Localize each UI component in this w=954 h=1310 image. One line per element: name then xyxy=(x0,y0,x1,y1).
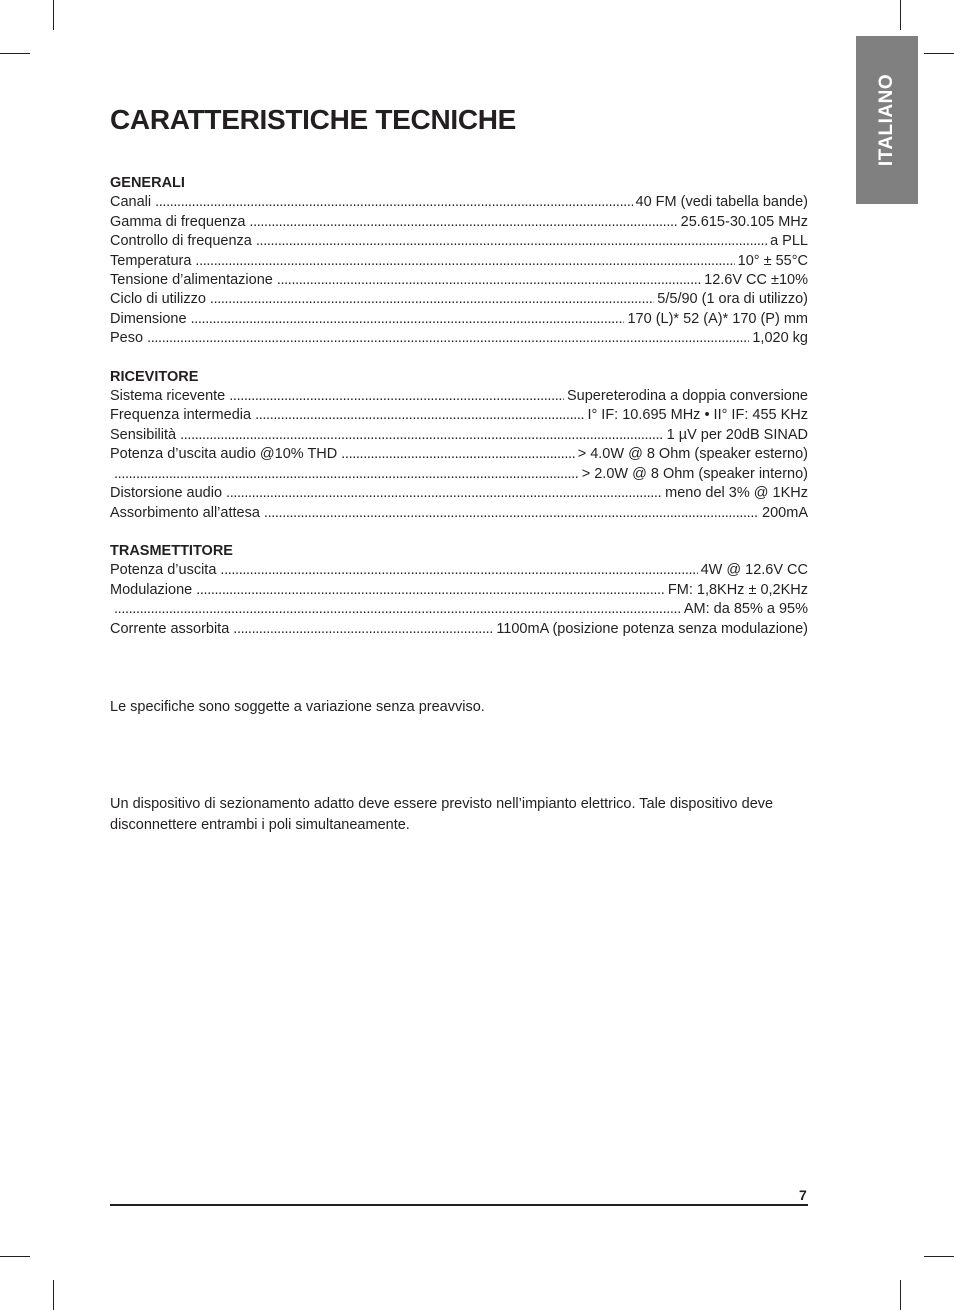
spec-value: > 2.0W @ 8 Ohm (speaker interno) xyxy=(581,465,808,482)
spec-value: 1,020 kg xyxy=(752,330,808,347)
section-trasmettitore xyxy=(110,542,808,639)
spec-label: Sensibilità xyxy=(110,426,177,443)
section-ricevitore xyxy=(110,368,808,523)
dot-leader xyxy=(147,329,749,348)
page-number: 7 xyxy=(799,1187,807,1203)
dot-leader xyxy=(249,213,677,232)
spec-row xyxy=(110,504,808,523)
section-title: GENERALI xyxy=(110,175,185,191)
spec-value: 25.615-30.105 MHz xyxy=(680,213,808,230)
spec-label: Tensione d’alimentazione xyxy=(110,272,273,289)
dot-leader xyxy=(180,426,664,445)
spec-label: Ciclo di utilizzo xyxy=(110,291,206,308)
spec-label: Potenza d’uscita xyxy=(110,562,217,579)
spec-row xyxy=(110,600,808,619)
footer-rule xyxy=(110,1204,808,1206)
spec-row xyxy=(110,406,808,425)
spec-label: Peso xyxy=(110,330,144,347)
spec-row xyxy=(110,620,808,639)
spec-value: 4W @ 12.6V CC xyxy=(700,562,808,579)
spec-value: meno del 3% @ 1KHz xyxy=(665,485,808,502)
spec-label: Canali xyxy=(110,194,152,211)
spec-value: 12.6V CC ±10% xyxy=(704,272,808,289)
spec-row xyxy=(110,484,808,503)
spec-row xyxy=(110,213,808,232)
dot-leader xyxy=(220,561,697,580)
language-tab xyxy=(856,36,918,204)
crop-mark xyxy=(0,1256,30,1257)
spec-row xyxy=(110,387,808,406)
spec-row xyxy=(110,271,808,290)
spec-label: Frequenza intermedia xyxy=(110,407,252,424)
spec-value: 1100mA (posizione potenza senza modulazione) xyxy=(496,620,808,637)
spec-value: I° IF: 10.695 MHz • II° IF: 455 KHz xyxy=(587,407,808,424)
spec-label: Modulazione xyxy=(110,581,193,598)
dot-leader xyxy=(341,445,574,464)
page-title: CARATTERISTICHE TECNICHE xyxy=(110,104,517,135)
spec-row xyxy=(110,581,808,600)
dot-leader xyxy=(277,271,701,290)
dot-leader xyxy=(114,465,579,484)
crop-mark xyxy=(53,0,54,30)
crop-mark xyxy=(924,53,954,54)
spec-label: Dimensione xyxy=(110,310,187,327)
spec-value: AM: da 85% a 95% xyxy=(683,601,808,618)
dot-leader xyxy=(226,484,662,503)
spec-row xyxy=(110,252,808,271)
dot-leader xyxy=(191,310,625,329)
specs-content xyxy=(110,174,808,658)
dot-leader xyxy=(155,193,632,212)
crop-mark xyxy=(900,0,901,30)
spec-value: 170 (L)* 52 (A)* 170 (P) mm xyxy=(627,310,808,327)
crop-mark xyxy=(0,53,30,54)
spec-value: 1 µV per 20dB SINAD xyxy=(666,426,808,443)
spec-row xyxy=(110,465,808,484)
dot-leader xyxy=(264,504,759,523)
dot-leader xyxy=(229,387,564,406)
spec-row xyxy=(110,310,808,329)
spec-label: Potenza d’uscita audio @10% THD xyxy=(110,446,338,463)
dot-leader xyxy=(255,406,584,425)
spec-row xyxy=(110,290,808,309)
spec-value: FM: 1,8KHz ± 0,2KHz xyxy=(667,581,808,598)
spec-label: Gamma di frequenza xyxy=(110,213,246,230)
section-title: RICEVITORE xyxy=(110,368,199,385)
spec-row xyxy=(110,426,808,445)
spec-label: Assorbimento all’attesa xyxy=(110,504,260,521)
dot-leader xyxy=(256,232,767,251)
spec-value: 5/5/90 (1 ora di utilizzo) xyxy=(657,291,808,308)
spec-value: 10° ± 55°C xyxy=(737,252,808,269)
spec-label: Controllo di frequenza xyxy=(110,233,252,250)
spec-label: Temperatura xyxy=(110,252,192,269)
section-generali xyxy=(110,174,808,349)
section-title: TRASMETTITORE xyxy=(110,542,233,559)
spec-value: Supereterodina a doppia conversione xyxy=(566,388,808,405)
dot-leader xyxy=(233,620,493,639)
crop-mark xyxy=(900,1280,901,1310)
spec-row xyxy=(110,232,808,251)
spec-value: 40 FM (vedi tabella bande) xyxy=(635,194,808,211)
crop-mark xyxy=(924,1256,954,1257)
dot-leader xyxy=(114,600,681,619)
spec-row xyxy=(110,445,808,464)
spec-row xyxy=(110,193,808,212)
spec-value: > 4.0W @ 8 Ohm (speaker esterno) xyxy=(577,446,808,463)
spec-row xyxy=(110,329,808,348)
specs-change-note: Le specifiche sono soggette a variazione senza preavviso. xyxy=(110,699,485,715)
spec-label: Corrente assorbita xyxy=(110,620,230,637)
spec-label: Distorsione audio xyxy=(110,485,223,502)
spec-label: Sistema ricevente xyxy=(110,388,226,405)
spec-row xyxy=(110,561,808,580)
language-tab-label: ITALIANO xyxy=(876,73,897,167)
spec-value: 200mA xyxy=(762,504,808,521)
dot-leader xyxy=(195,252,734,271)
crop-mark xyxy=(53,1280,54,1310)
dot-leader xyxy=(196,581,665,600)
disconnect-device-note: Un dispositivo di sezionamento adatto deve essere previsto nell’impianto elettrico. Tale dispositivo deve disconnettere entrambi i poli simultaneamente. xyxy=(110,796,774,833)
dot-leader xyxy=(210,290,654,309)
spec-value: a PLL xyxy=(770,233,808,250)
